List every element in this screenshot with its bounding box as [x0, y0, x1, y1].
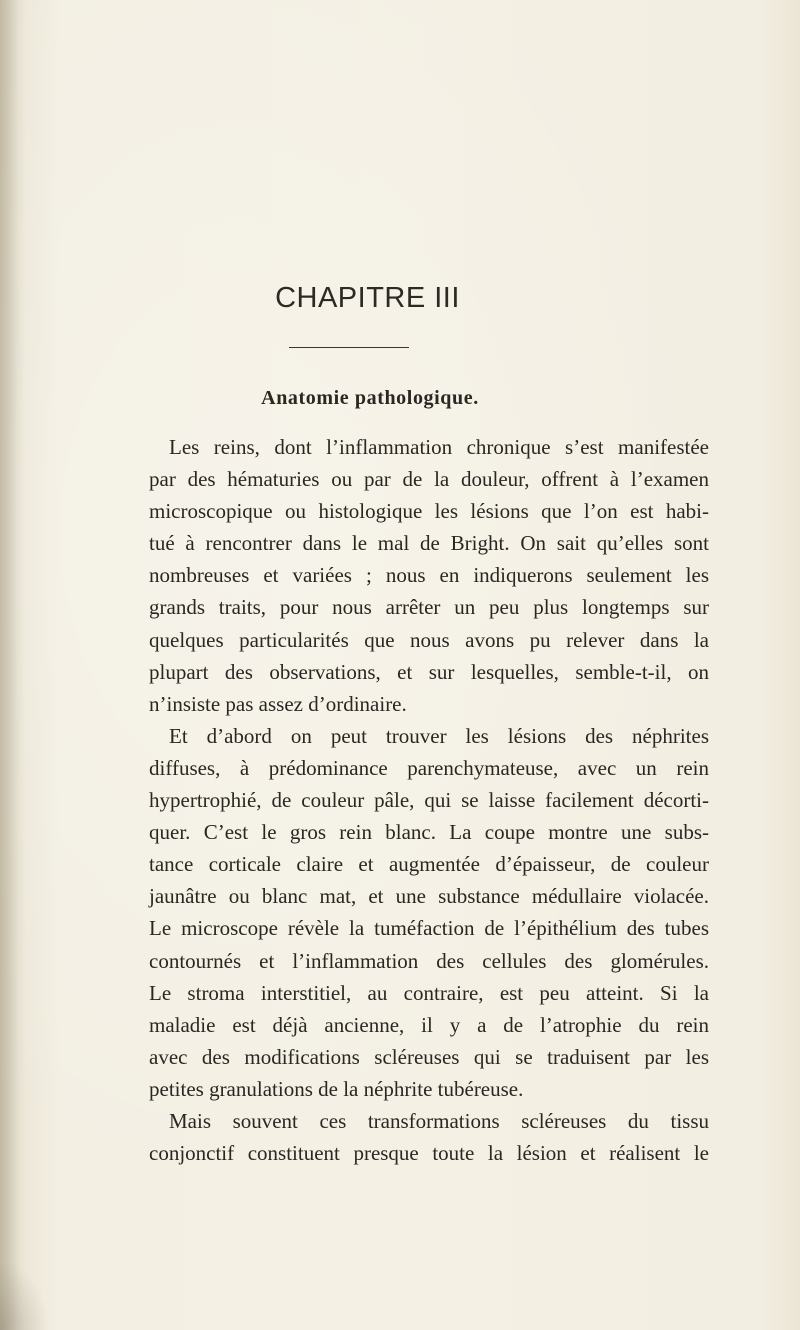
body-paragraphs	[149, 431, 709, 1169]
text-line: maladie est déjà ancienne, il y a de l’atrophie du rein	[149, 1012, 709, 1037]
text-line: plupart des observations, et sur lesquelles, semble-t-il, on	[149, 659, 709, 684]
text-line: hypertrophié, de couleur pâle, qui se laisse facilement décorti-	[149, 788, 709, 813]
page-gutter-shadow	[0, 0, 26, 1330]
text-line: grands traits, pour nous arrêter un peu plus longtemps sur	[149, 595, 709, 620]
text-line: par des hématuries ou par de la douleur, offrent à l’examen	[149, 467, 709, 492]
text-line: petites granulations de la néphrite tubéreuse.	[149, 1076, 524, 1101]
chapter-heading: CHAPITRE III	[275, 282, 460, 314]
text-line: avec des modifications scléreuses qui se traduisent par les	[149, 1044, 709, 1069]
text-line: microscopique ou histologique les lésions que l’on est habi-	[149, 499, 709, 524]
text-line: diffuses, à prédominance parenchymateuse, avec un rein	[149, 755, 709, 780]
text-line: tance corticale claire et augmentée d’épaisseur, de couleur	[149, 852, 709, 877]
text-line: Les reins, dont l’inflammation chronique s’est manifestée	[169, 435, 709, 459]
text-line: conjonctif constituent presque toute la lésion et réalisent le	[149, 1141, 709, 1166]
text-line: Le stroma interstitiel, au contraire, est peu atteint. Si la	[149, 980, 709, 1005]
text-line: Le microscope révèle la tuméfaction de l’épithélium des tubes	[149, 916, 709, 941]
text-line: n’insiste pas assez d’ordinaire.	[149, 691, 407, 716]
text-line: nombreuses et variées ; nous en indiquerons seulement les	[149, 563, 709, 588]
text-line: quelques particularités que nous avons pu relever dans la	[149, 627, 709, 652]
text-line: jaunâtre ou blanc mat, et une substance médullaire violacée.	[149, 884, 709, 909]
heading-divider	[289, 347, 409, 348]
section-heading: Anatomie pathologique.	[261, 387, 479, 409]
text-line: Et d’abord on peut trouver les lésions des néphrites	[169, 723, 709, 748]
text-line: quer. C’est le gros rein blanc. La coupe montre une subs-	[149, 820, 709, 845]
page-corner-smudge	[0, 1260, 50, 1330]
text-line: tué à rencontrer dans le mal de Bright. On sait qu’elles sont	[149, 531, 709, 556]
text-line: contournés et l’inflammation des cellules des glomérules.	[149, 948, 709, 973]
text-line: Mais souvent ces transformations scléreuses du tissu	[169, 1108, 709, 1133]
